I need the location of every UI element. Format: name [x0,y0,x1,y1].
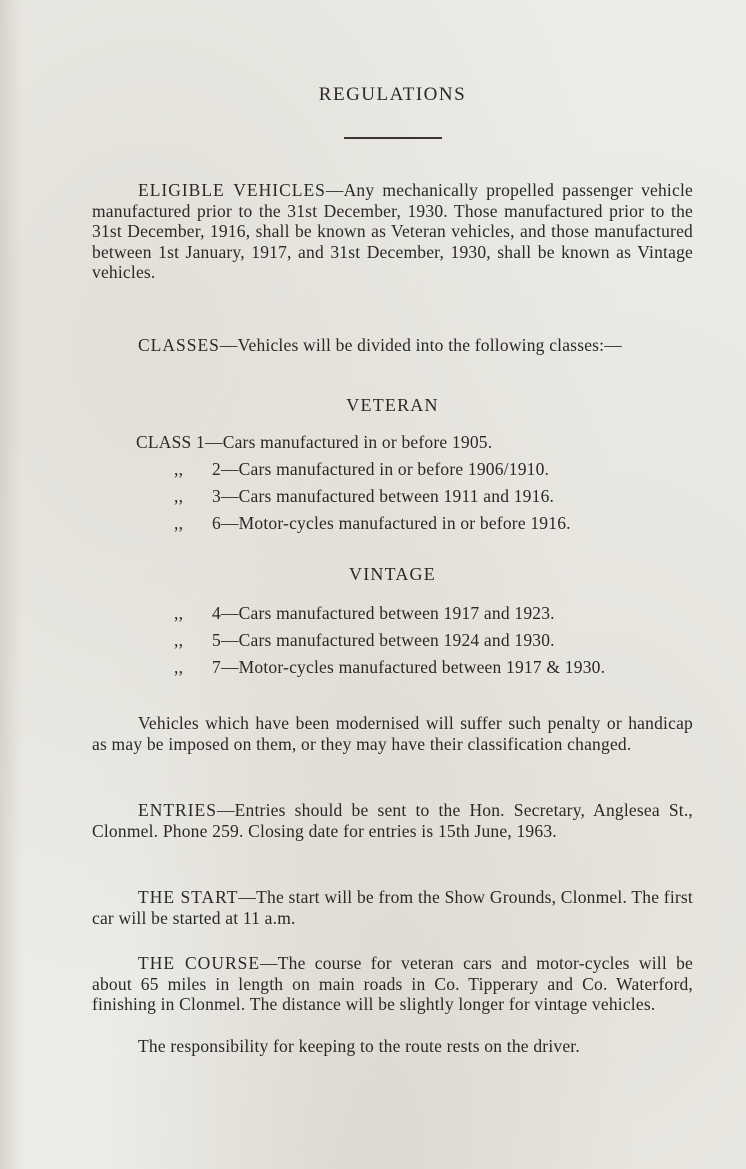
class-description: —Cars manufactured between 1911 and 1916. [220,486,555,506]
vintage-heading: VINTAGE [349,564,436,584]
classes-text: —Vehicles will be divided into the following classes:— [219,335,622,355]
entries-label: ENTRIES [138,800,217,820]
veteran-heading: VETERAN [346,395,439,415]
class-description: —Cars manufactured in or before 1905. [205,432,493,452]
modernised-paragraph: Vehicles which have been modernised will suffer such penalty or handicap as may be imposed on them, or they may have their classification changed. [92,713,693,754]
start-paragraph [92,887,693,928]
class-description: —Cars manufactured in or before 1906/1910. [220,459,550,479]
title-rule [344,137,442,139]
class-description: —Motor-cycles manufactured in or before 1916. [220,513,571,533]
veteran-class-item [174,513,571,534]
veteran-class-item [174,486,554,507]
classes-paragraph [92,335,693,356]
vintage-class-item [174,603,555,624]
entries-paragraph [92,800,693,841]
class-description: —Cars manufactured between 1917 and 1923. [220,603,555,623]
veteran-class-item [174,459,549,480]
vintage-class-item [174,657,605,678]
class-number: 7 [212,657,221,677]
class-number: 5 [212,630,221,650]
eligible-vehicles-text: —Any mechanically propelled passenger vehicle manufactured prior to the 31st December, 1930. Those manufactured prior to the 31st December, 1916, shall be known as Veteran vehicles, and those manufactured between 1st January, 1917, and 31st December, 1930, shall be known as Vintage vehicles. [92,180,693,283]
classes-label: CLASSES [138,335,220,355]
class-prefix: CLASS [136,432,192,452]
course-paragraph [92,953,693,1015]
class-number: 1 [196,432,205,452]
class-description: —Motor-cycles manufactured between 1917 & 1930. [220,657,606,677]
ditto-mark: ,, [174,603,184,623]
ditto-mark: ,, [174,630,184,650]
ditto-mark: ,, [174,513,184,533]
responsibility-paragraph: The responsibility for keeping to the route rests on the driver. [138,1036,580,1056]
eligible-vehicles-label: ELIGIBLE VEHICLES [138,180,326,200]
ditto-mark: ,, [174,486,184,506]
ditto-mark: ,, [174,657,184,677]
class-number: 2 [212,459,221,479]
start-text: —The start will be from the Show Grounds, Clonmel. The first car will be started at 11 a.m. [92,887,693,928]
veteran-class-item [136,432,492,453]
class-number: 3 [212,486,221,506]
page-title: REGULATIONS [318,84,467,105]
class-number: 6 [212,513,221,533]
eligible-vehicles-paragraph [92,180,693,283]
course-label: THE COURSE [138,953,261,973]
course-text: —The course for veteran cars and motor-cycles will be about 65 miles in length on main roads in Co. Tipperary and Co. Waterford, finishing in Clonmel. The distance will be slightly longer for vintage vehicles. [92,953,693,1015]
ditto-mark: ,, [174,459,184,479]
class-description: —Cars manufactured between 1924 and 1930. [220,630,555,650]
entries-text: —Entries should be sent to the Hon. Secretary, Anglesea St., Clonmel. Phone 259. Closing date for entries is 15th June, 1963. [92,800,693,841]
start-label: THE START [138,887,239,907]
vintage-class-item [174,630,555,651]
class-number: 4 [212,603,221,623]
